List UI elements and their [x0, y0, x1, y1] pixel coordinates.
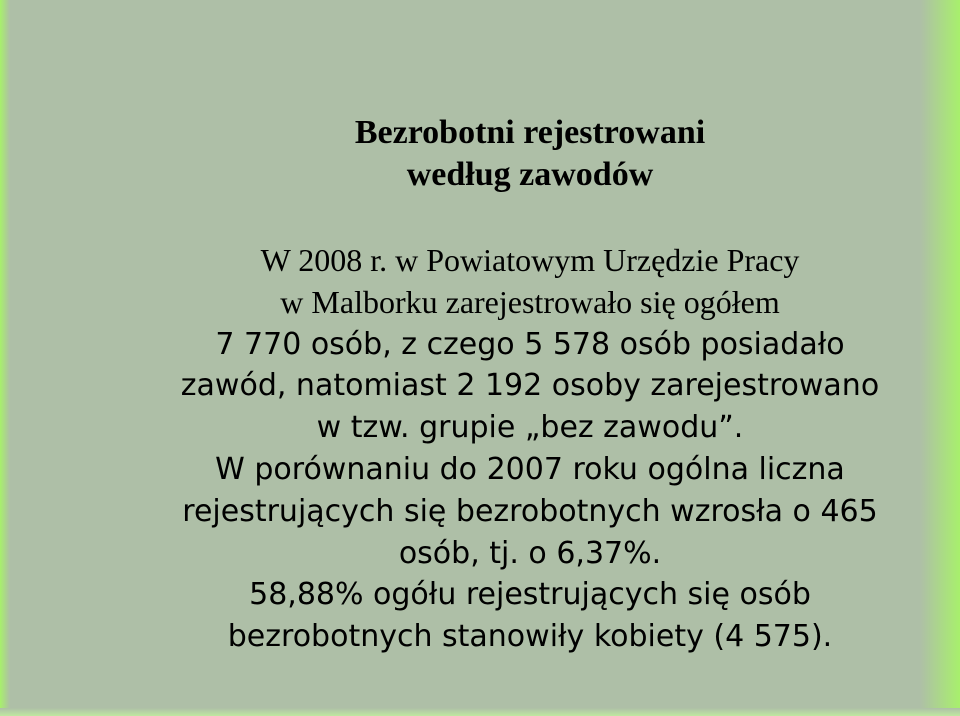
title-line-2: według zawodów — [406, 156, 654, 193]
body-line-10: bezrobotnych stanowiły kobiety (4 575). — [227, 619, 833, 655]
body-line-7: rejestrujących się bezrobotnych wzrosła o 465 — [182, 493, 878, 529]
body-line-2: w Malborku zarejestrowało się ogółem — [280, 283, 780, 320]
title-line-1: Bezrobotni rejestrowani — [354, 114, 706, 151]
body-line-4: zawód, natomiast 2 192 osoby zarejestrowano — [180, 368, 880, 404]
slide-title — [0, 112, 960, 196]
slide-body — [0, 240, 960, 658]
body-line-3: 7 770 osób, z czego 5 578 osób posiadało — [215, 326, 845, 362]
body-line-1: W 2008 r. w Powiatowym Urzędzie Pracy — [260, 242, 800, 278]
body-line-6: W porównaniu do 2007 roku ogólna liczna — [215, 451, 845, 487]
body-line-8: osób, tj. o 6,37%. — [398, 535, 662, 571]
body-line-9: 58,88% ogółu rejestrujących się osób — [249, 577, 811, 613]
body-line-5: w tzw. grupie „bez zawodu”. — [316, 410, 744, 446]
